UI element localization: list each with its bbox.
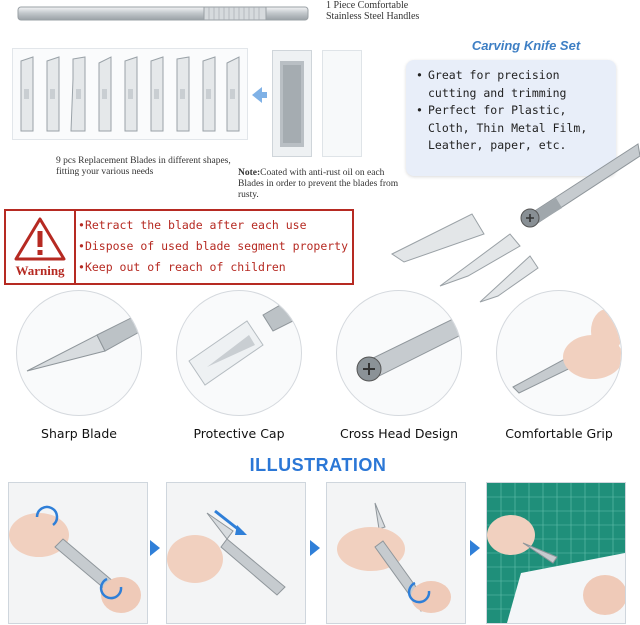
warning-box xyxy=(4,209,354,285)
cutting-mat-icon xyxy=(487,483,625,623)
illustration-step-1 xyxy=(8,482,148,624)
carving-set-item: • Great for precision cutting and trimming xyxy=(416,67,608,102)
carving-set-title: Carving Knife Set xyxy=(471,38,581,53)
handle-caption xyxy=(326,0,419,22)
feature-protective-cap xyxy=(166,290,312,441)
sharp-blade-image xyxy=(16,290,142,416)
knife-diagonal-icon xyxy=(380,136,640,306)
blade-case-icon xyxy=(273,51,311,156)
warning-item: • Retract the blade after each use xyxy=(78,215,348,236)
warning-item: • Keep out of reach of children xyxy=(78,257,348,278)
feature-label: Sharp Blade xyxy=(41,426,117,441)
warning-label: Warning xyxy=(15,263,65,278)
warning-triangle-icon xyxy=(6,213,74,267)
handle-caption-line-2: Stainless Steel Handles xyxy=(326,11,420,22)
blades-set-icon xyxy=(13,49,247,139)
next-step-arrow-icon xyxy=(150,540,160,556)
handle-caption-line-1: 1 Piece Comfortable xyxy=(326,0,409,11)
unscrew-handle-icon xyxy=(9,483,147,623)
insert-blade-icon xyxy=(167,483,305,623)
feature-comfortable-grip xyxy=(486,290,632,441)
illustration-title: ILLUSTRATION xyxy=(249,455,387,475)
arrow-left-icon xyxy=(250,86,268,109)
illustration-step-4 xyxy=(486,482,626,624)
cross-head-icon xyxy=(337,291,461,415)
illustration-step-2 xyxy=(166,482,306,624)
handle-image xyxy=(14,2,314,31)
replacement-blades-image xyxy=(12,48,248,140)
note-label: Note: xyxy=(238,168,261,178)
blade-case-lid-image xyxy=(322,50,362,157)
blades-caption: 9 pcs Replacement Blades in different shapes, fitting your various needs xyxy=(56,156,231,177)
feature-sharp-blade xyxy=(6,290,152,441)
warning-item: • Dispose of used blade segment property xyxy=(78,236,348,257)
cross-head-image xyxy=(336,290,462,416)
feature-cross-head-design xyxy=(326,290,472,441)
knife-handle-icon xyxy=(14,2,314,26)
sharp-blade-icon xyxy=(17,291,141,415)
knife-with-blades-image xyxy=(380,136,640,311)
feature-label: Comfortable Grip xyxy=(505,426,613,441)
blade-case-image xyxy=(272,50,312,157)
feature-label: Protective Cap xyxy=(193,426,285,441)
illustration-step-3 xyxy=(326,482,466,624)
tighten-handle-icon xyxy=(327,483,465,623)
note-text: Coated with anti-rust oil on each Blades in order to prevent the blades from rusty. xyxy=(238,168,399,200)
warning-icon-cell xyxy=(6,211,76,283)
feature-label: Cross Head Design xyxy=(339,426,459,441)
protective-cap-icon xyxy=(177,291,301,415)
warning-list xyxy=(78,215,348,278)
comfortable-grip-image xyxy=(496,290,622,416)
protective-cap-image xyxy=(176,290,302,416)
hand-grip-icon xyxy=(497,291,621,415)
next-step-arrow-icon xyxy=(470,540,480,556)
carving-set-item: • Perfect for Plastic, Cloth, Thin Metal Film, Leather, paper, etc. xyxy=(416,102,608,155)
next-step-arrow-icon xyxy=(310,540,320,556)
